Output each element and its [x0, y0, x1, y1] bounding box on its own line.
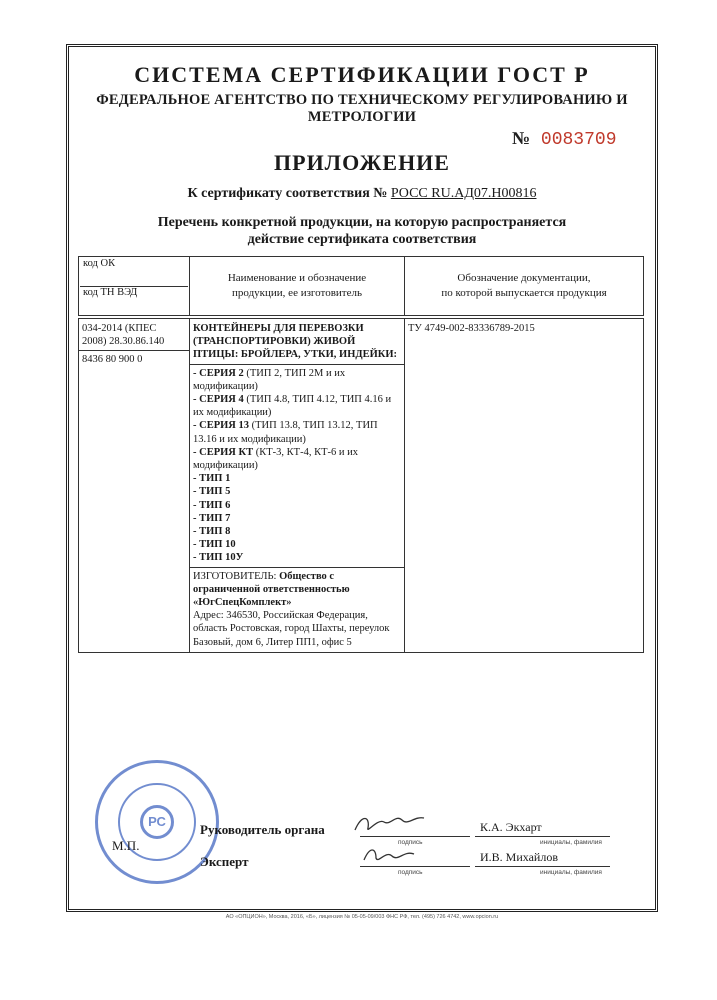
intro-text [66, 214, 658, 248]
expert-label: Эксперт [200, 854, 249, 869]
expert-name: И.В. Михайлов [480, 850, 559, 864]
head-signature [350, 808, 430, 838]
expert-initials-caption: инициалы, фамилия [540, 869, 602, 876]
doc-header-line-1: Обозначение документации, [457, 272, 591, 284]
code-line-3: 8436 80 900 0 [82, 354, 143, 366]
expert-sign-caption: подпись [398, 869, 423, 876]
type-item: - ТИП 10 [193, 539, 236, 551]
product-cell [190, 319, 405, 653]
series-name: - СЕРИЯ КТ [193, 446, 254, 458]
intro-line-2: действие сертификата соответствия [247, 232, 477, 247]
system-title: СИСТЕМА СЕРТИФИКАЦИИ ГОСТ Р [134, 62, 590, 87]
type-item: - ТИП 10У [193, 552, 244, 564]
spec-value: ТУ 4749-002-83336789-2015 [408, 323, 535, 334]
series-detail: (ТИП 4.8, ТИП 4.12, ТИП 4.16 и их модификации) [193, 394, 392, 419]
seal-place-label: М.П. [112, 838, 140, 853]
certificate-line [66, 186, 658, 202]
type-item: - ТИП 8 [193, 526, 231, 538]
series-item [193, 367, 401, 393]
product-column-header [190, 257, 405, 316]
code-line-1: 034-2014 (КПЕС [82, 323, 157, 334]
type-item: - ТИП 7 [193, 512, 231, 524]
certificate-number: РОСС RU.АД07.Н00816 [390, 186, 537, 201]
head-sign-line [360, 836, 470, 837]
type-item: - ТИП 6 [193, 499, 231, 511]
certificate-label: К сертификату соответствия № [187, 186, 388, 201]
head-name-line [475, 836, 610, 837]
codes-cell [79, 319, 190, 653]
series-item [193, 419, 401, 445]
series-detail: (ТИП 2, ТИП 2М и их модификации) [193, 367, 346, 392]
series-item [193, 446, 401, 472]
intro-line-1: Перечень конкретной продукции, на которую распространяется [157, 215, 567, 230]
stamp-logo: РС [140, 805, 174, 839]
series-name: - СЕРИЯ 13 [193, 420, 249, 432]
type-item: - ТИП 1 [193, 473, 231, 485]
number-prefix: № [512, 128, 531, 148]
product-table [78, 318, 644, 653]
doc-header-line-2: по которой выпускается продукция [441, 287, 607, 299]
manufacturer-block [193, 570, 401, 610]
series-item [193, 393, 401, 419]
product-header-line-2: продукции, ее изготовитель [232, 287, 362, 299]
manufacturer-divider [190, 567, 404, 568]
agency-title: ФЕДЕРАЛЬНОЕ АГЕНТСТВО ПО ТЕХНИЧЕСКОМУ РЕГУЛИРОВАНИЮ И МЕТРОЛОГИИ [96, 92, 628, 125]
expert-name-line [475, 866, 610, 867]
series-name: - СЕРИЯ 4 [193, 394, 244, 406]
codes-header [79, 257, 190, 316]
manufacturer-name: Общество с ограниченной ответственностью «ЮгСпецКомплект» [193, 570, 350, 609]
series-detail: (ТИП 13.8, ТИП 13.12, ТИП 13.16 и их модификации) [193, 420, 378, 445]
header-table [78, 256, 644, 316]
code-line-2: 2008) 28.30.86.140 [82, 336, 165, 348]
expert-signature [360, 842, 420, 868]
codes-divider [79, 350, 189, 351]
head-initials-caption: инициалы, фамилия [540, 839, 602, 846]
code-ok-label: код ОК [83, 258, 116, 269]
type-item: - ТИП 5 [193, 486, 231, 498]
head-sign-caption: подпись [398, 839, 423, 846]
head-name: К.А. Экхарт [480, 820, 542, 834]
number-value: 0083709 [540, 130, 617, 150]
document-title: ПРИЛОЖЕНИЕ [274, 150, 450, 175]
code-tn-label: код ТН ВЭД [80, 286, 188, 314]
manufacturer-address: Адрес: 346530, Российская Федерация, область Ростовская, город Шахты, переулок Базовый, дом 6, Литер ПП1, офис 5 [193, 610, 390, 648]
spec-cell [405, 319, 644, 653]
expert-sign-line [360, 866, 470, 867]
series-detail: (КТ-3, КТ-4, КТ-6 и их модификации) [193, 446, 358, 472]
head-label: Руководитель органа [200, 822, 325, 837]
product-header-line-1: Наименование и обозначение [227, 272, 367, 284]
product-divider [190, 364, 404, 365]
manufacturer-label: ИЗГОТОВИТЕЛЬ: [193, 570, 277, 582]
doc-column-header [405, 257, 644, 316]
form-number [512, 128, 617, 150]
printer-footer: АО «ОПЦИОН», Москва, 2016, «Б», лицензия № 05-05-09/003 ФНС РФ, тел. (495) 726 4742, www.opcion.ru [225, 914, 499, 920]
product-title: КОНТЕЙНЕРЫ ДЛЯ ПЕРЕВОЗКИ (ТРАНСПОРТИРОВКИ) ЖИВОЙ ПТИЦЫ: БРОЙЛЕРА, УТКИ, ИНДЕЙКИ: [193, 323, 398, 361]
series-name: - СЕРИЯ 2 [193, 367, 244, 379]
